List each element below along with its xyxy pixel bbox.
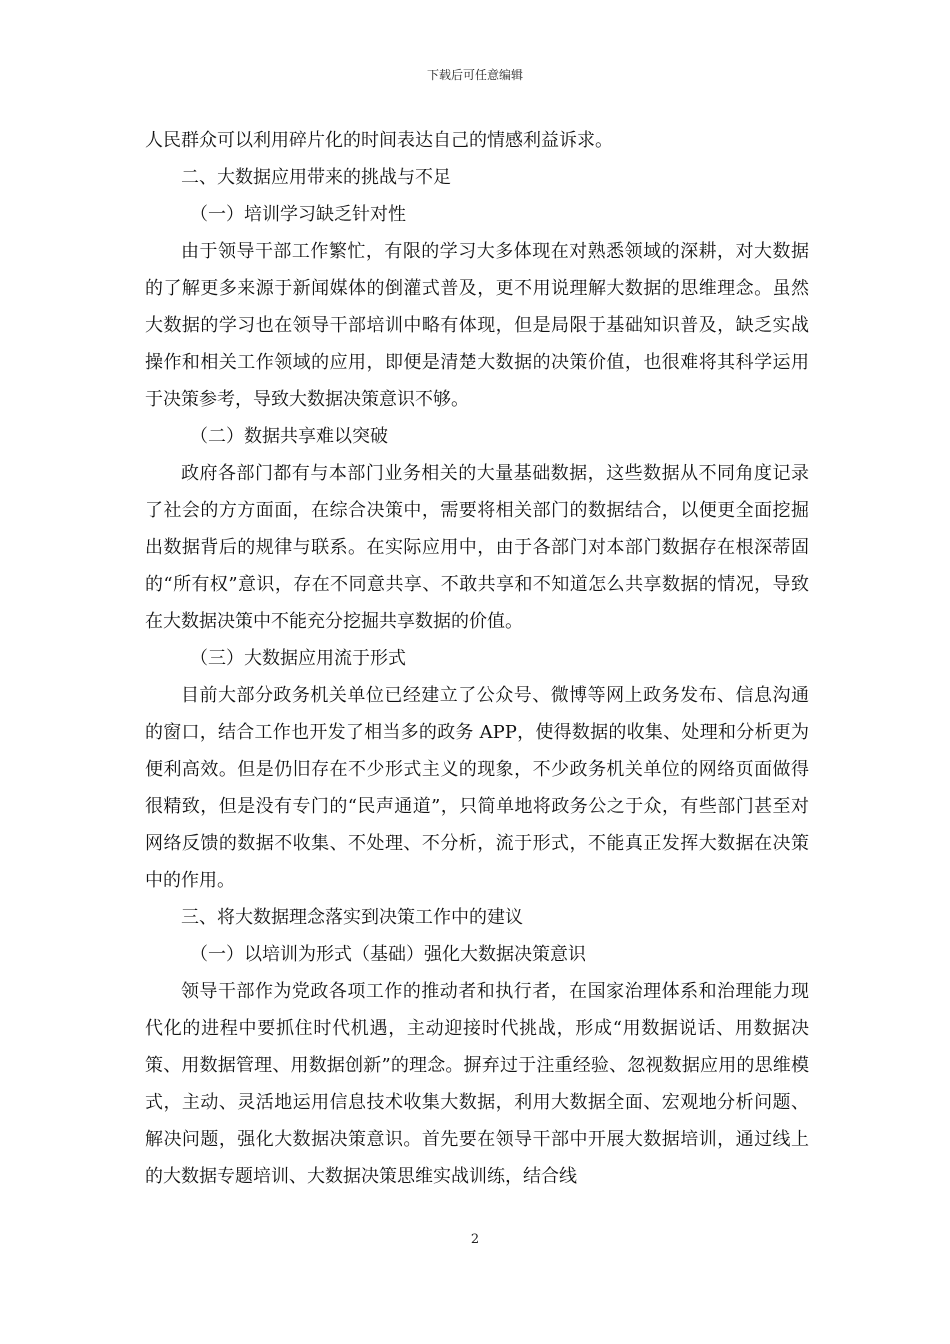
- section-heading: 二、大数据应用带来的挑战与不足: [181, 167, 451, 188]
- body-paragraph: 目前大部分政务机关单位已经建立了公众号、微博等网上政务发布、信息沟通的窗口，结合工作也开发了相当多的政务 APP，使得数据的收集、处理和分析更为便利高效。但是仍旧存在不少形式主义的现象，不少政务机关单位的网络页面做得很精致，但是没有专门的“民声通道”，只简单地将政务公之于众，有些部门甚至对网络反馈的数据不收集、不处理、不分析，流于形式，不能真正发挥大数据在决策中的作用。: [145, 685, 809, 891]
- subsection-heading: （一）培训学习缺乏针对性: [190, 204, 406, 225]
- subsection-heading: （一）以培训为形式（基础）强化大数据决策意识: [190, 944, 586, 965]
- page-header: 下载后可任意编辑: [426, 68, 523, 82]
- body-paragraph: 政府各部门都有与本部门业务相关的大量基础数据，这些数据从不同角度记录了社会的方方面面，在综合决策中，需要将相关部门的数据结合，以便更全面挖掘出数据背后的规律与联系。在实际应用中，由于各部门对本部门数据存在根深蒂固的“所有权”意识，存在不同意共享、不敢共享和不知道怎么共享数据的情况，导致在大数据决策中不能充分挖掘共享数据的价值。: [145, 463, 809, 632]
- page-number: 2: [470, 1232, 480, 1247]
- paragraph-continuation: 人民群众可以利用碎片化的时间表达自己的情感利益诉求。: [145, 130, 613, 151]
- body-paragraph: 由于领导干部工作繁忙，有限的学习大多体现在对熟悉领域的深耕，对大数据的了解更多来源于新闻媒体的倒灌式普及，更不用说理解大数据的思维理念。虽然大数据的学习也在领导干部培训中略有体现，但是局限于基础知识普及，缺乏实战操作和相关工作领域的应用，即便是清楚大数据的决策价值，也很难将其科学运用于决策参考，导致大数据决策意识不够。: [145, 241, 809, 410]
- section-heading: 三、将大数据理念落实到决策工作中的建议: [181, 907, 523, 928]
- subsection-heading: （三）大数据应用流于形式: [190, 648, 406, 669]
- body-paragraph: 领导干部作为党政各项工作的推动者和执行者，在国家治理体系和治理能力现代化的进程中要抓住时代机遇，主动迎接时代挑战，形成“用数据说话、用数据决策、用数据管理、用数据创新”的理念。摒弃过于注重经验、忽视数据应用的思维模式，主动、灵活地运用信息技术收集大数据，利用大数据全面、宏观地分析问题、解决问题，强化大数据决策意识。首先要在领导干部中开展大数据培训，通过线上的大数据专题培训、大数据决策思维实战训练，结合线: [145, 981, 809, 1187]
- subsection-heading: （二）数据共享难以突破: [190, 426, 388, 447]
- document-body: [145, 122, 809, 1195]
